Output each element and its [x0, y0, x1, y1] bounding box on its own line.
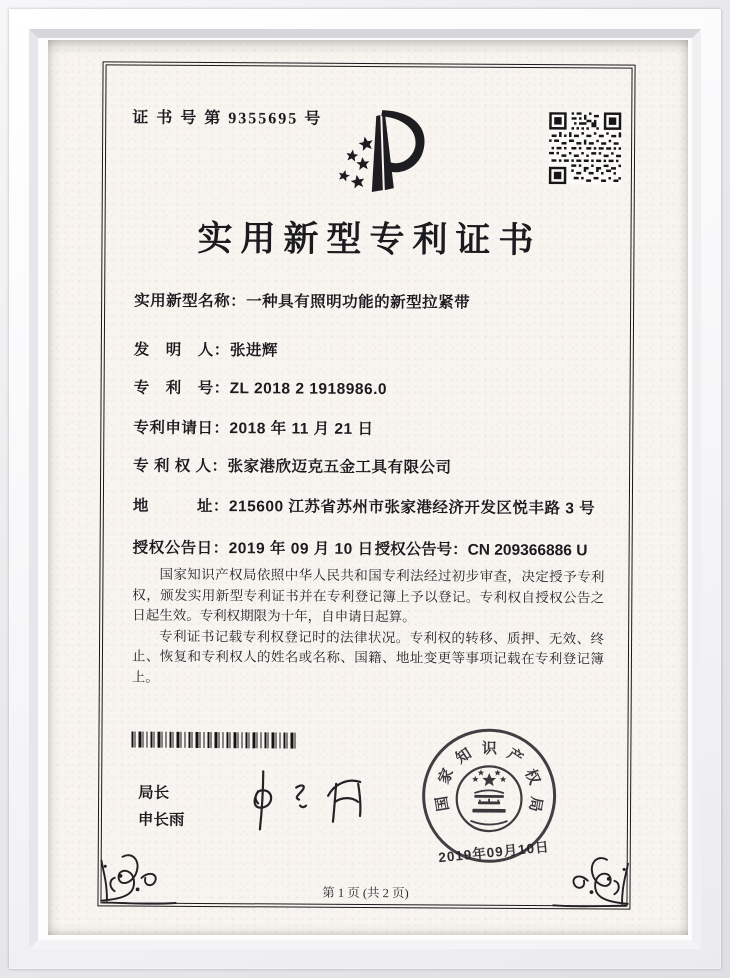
field-value: 2018 年 11 月 21 日	[229, 420, 374, 439]
seal-char: 国	[433, 794, 453, 813]
corner-flourish-right-icon	[547, 823, 634, 910]
field-label: 发 明 人：	[133, 341, 230, 360]
field-row-address	[133, 494, 595, 519]
field-value: CN 209366886 U	[467, 541, 588, 560]
seal-char: 家	[435, 766, 458, 787]
seal-char: 局	[525, 795, 546, 814]
corner-flourish-left-icon	[95, 820, 182, 907]
commissioner-title: 局长	[138, 784, 170, 802]
field-row-patentee	[133, 454, 452, 478]
seal-char: 权	[521, 766, 543, 788]
certificate-title: 实用新型专利证书	[197, 218, 542, 261]
barcode-icon	[131, 732, 297, 749]
seal-char: 产	[504, 745, 526, 768]
field-value: 215600 江苏省苏州市张家港经济开发区悦丰路 3 号	[228, 498, 596, 518]
page-footer: 第 1 页 (共 2 页)	[322, 885, 409, 901]
field-label: 授权公告号：	[374, 541, 468, 559]
field-row-patent-number	[134, 376, 388, 400]
field-label: 授权公告日：	[132, 539, 229, 558]
field-row-inventor	[134, 338, 278, 361]
certificate-number: 证 书 号 第 9355695 号	[132, 109, 323, 128]
field-label: 专利申请日：	[133, 419, 230, 438]
field-row-name	[134, 289, 470, 313]
field-value: 张家港欣迈克五金工具有限公司	[227, 458, 452, 477]
field-value: 一种具有照明功能的新型拉紧带	[246, 293, 471, 312]
field-value: 2019 年 09 月 10 日	[228, 540, 374, 559]
field-row-grant-number	[375, 537, 588, 560]
field-row-grant-date	[133, 536, 374, 559]
field-label: 专 利 权 人：	[133, 457, 228, 476]
handwritten-signature-icon	[236, 757, 386, 838]
field-label: 实用新型名称：	[134, 292, 247, 311]
legal-text	[132, 565, 605, 691]
field-row-filing-date	[133, 416, 373, 439]
field-value: 张进辉	[229, 342, 278, 360]
national-emblem-icon	[452, 761, 526, 835]
field-label: 专 利 号：	[133, 379, 230, 398]
certificate-paper	[48, 40, 688, 935]
seal-char: 知	[452, 744, 475, 768]
commissioner-name: 申长雨	[137, 811, 185, 829]
field-value: ZL 2018 2 1918986.0	[229, 380, 388, 399]
qr-code-icon	[548, 112, 622, 184]
seal-char: 识	[481, 740, 497, 758]
legal-paragraph-1: 国家知识产权局依照中华人民共和国专利法经过初步审查，决定授予专利权，颁发实用新型专利证书并在专利登记簿上予以登记。专利权自授权公告之日起生效。专利权期限为十年，自申请日起算。	[132, 566, 605, 625]
seal-date: 2019年09月10日	[437, 839, 551, 866]
legal-paragraph-2: 专利证书记载专利权登记时的法律状况。专利权的转移、质押、无效、终止、恢复和专利权人的姓名或名称、国籍、地址变更等事项记载在专利登记簿上。	[131, 628, 605, 685]
cnipa-logo-icon	[336, 102, 429, 203]
field-label: 地 址：	[132, 497, 229, 516]
